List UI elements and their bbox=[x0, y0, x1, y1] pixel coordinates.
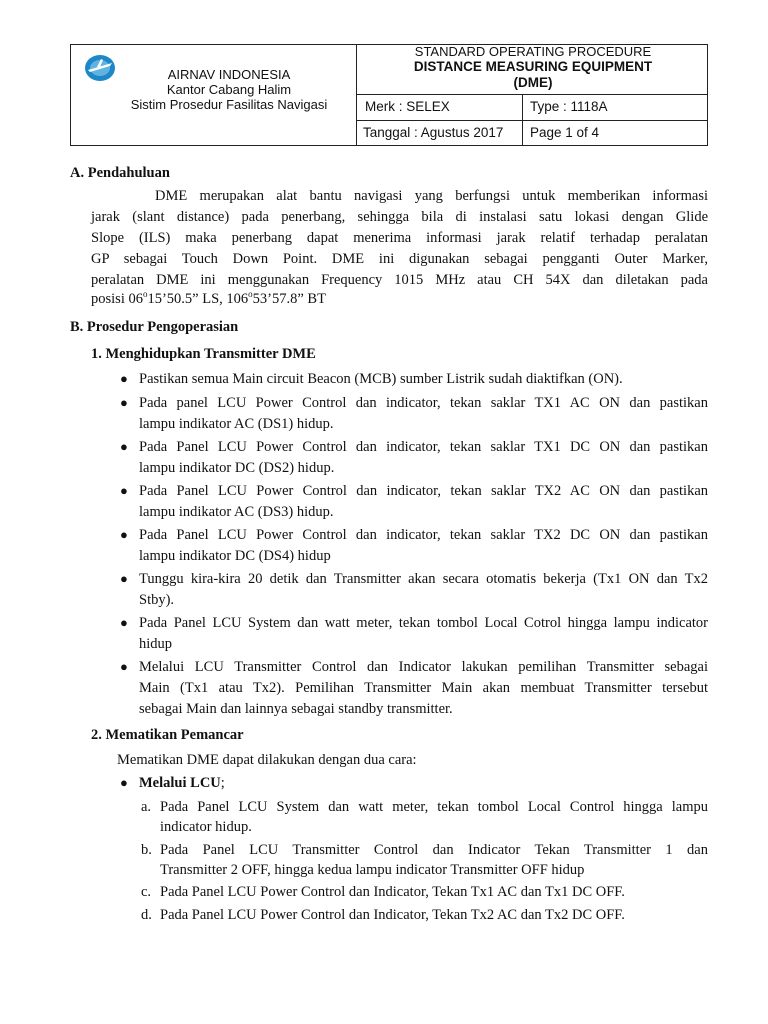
bullet-step-line: Melalui LCU Transmitter Control dan Indicator lakukan pemilihan Transmitter sebagai bbox=[139, 659, 708, 675]
bullet-step-line: lampu indikator AC (DS3) hidup. bbox=[139, 504, 334, 520]
bullet-step-line: Tunggu kira-kira 20 detik dan Transmitter akan secara otomatis bekerja (Tx1 ON dan Tx2 bbox=[139, 571, 708, 587]
coord-part: 15’50.5” LS, 106 bbox=[147, 291, 249, 307]
subsection-2-intro: Mematikan DME dapat dilakukan dengan dua cara: bbox=[117, 752, 417, 768]
coord-part: 53’57.8” BT bbox=[252, 291, 326, 307]
type-cell: Type : 1118A bbox=[530, 99, 608, 114]
shutdown-step-line: Pada Panel LCU System dan watt meter, tekan tombol Local Control hingga lampu bbox=[160, 799, 708, 815]
title-line-1: DISTANCE MEASURING EQUIPMENT bbox=[413, 59, 653, 74]
lcu-method-bold: Melalui LCU bbox=[139, 775, 221, 791]
organization-block bbox=[101, 67, 357, 112]
coordinate-line bbox=[91, 287, 326, 311]
lcu-method-label bbox=[139, 773, 225, 793]
bullet-step-line: Pada Panel LCU Power Control dan indicator, tekan saklar TX1 DC ON dan pastikan bbox=[139, 439, 708, 455]
shutdown-step-line: indicator hidup. bbox=[160, 819, 252, 835]
shutdown-step-line: Pada Panel LCU Transmitter Control dan Indicator Tekan Transmitter 1 dan bbox=[160, 842, 708, 858]
bullet-dot: ● bbox=[120, 439, 128, 454]
org-name: AIRNAV INDONESIA bbox=[167, 67, 291, 82]
header-divider bbox=[357, 94, 708, 95]
bullet-dot: ● bbox=[120, 395, 128, 410]
degree-sup: o bbox=[248, 289, 253, 300]
shutdown-step-line: Transmitter 2 OFF, hingga kedua lampu indicator Transmitter OFF hidup bbox=[160, 862, 585, 878]
bullet-step-line: Pada panel LCU Power Control dan indicator, tekan saklar TX1 AC ON dan pastikan bbox=[139, 395, 708, 411]
bullet-step-line: Pada Panel LCU Power Control dan indicator, tekan saklar TX2 DC ON dan pastikan bbox=[139, 527, 708, 543]
bullet-step-line: Pada Panel LCU System dan watt meter, tekan tombol Local Cotrol hingga lampu indicator bbox=[139, 615, 708, 631]
bullet-dot: ● bbox=[120, 483, 128, 498]
step-letter: d. bbox=[141, 907, 152, 923]
date-cell: Tanggal : Agustus 2017 bbox=[363, 125, 504, 140]
bullet-step-line: Stby). bbox=[139, 592, 175, 608]
step-letter: c. bbox=[141, 884, 152, 900]
step-letter: b. bbox=[141, 842, 152, 858]
header-divider bbox=[522, 94, 523, 145]
bullet-step-line: Pastikan semua Main circuit Beacon (MCB) sumber Listrik sudah diaktifkan (ON). bbox=[139, 371, 623, 387]
office-name: Kantor Cabang Halim bbox=[166, 82, 292, 97]
bullet-dot: ● bbox=[120, 775, 128, 790]
paragraph-line: peralatan DME ini menggunakan Frequency 1015 MHz atau CH 54X dan diletakan pada bbox=[91, 272, 708, 288]
bullet-dot: ● bbox=[120, 615, 128, 630]
bullet-dot: ● bbox=[120, 371, 128, 386]
bullet-step-line: lampu indikator AC (DS1) hidup. bbox=[139, 416, 334, 432]
sop-label: STANDARD OPERATING PROCEDURE bbox=[414, 44, 652, 59]
subsection-1-heading: 1. Menghidupkan Transmitter DME bbox=[91, 346, 316, 362]
merk-cell: Merk : SELEX bbox=[365, 99, 450, 114]
paragraph-line: GP sebagai Touch Down Point. DME ini digunakan sebagai pengganti Outer Marker, bbox=[91, 251, 708, 267]
bullet-dot: ● bbox=[120, 659, 128, 674]
bullet-step-line: sebagai Main dan lainnya sebagai standby transmitter. bbox=[139, 701, 453, 717]
step-letter: a. bbox=[141, 799, 152, 815]
bullet-step-line: Main (Tx1 atau Tx2). Pemilihan Transmitter Main akan membuat Transmitter tersebut bbox=[139, 680, 708, 696]
paragraph-line: jarak (slant distance) pada penerbang, sehingga bila di instalasi satu lokasi dengan Glide bbox=[91, 209, 708, 225]
paragraph-line: DME merupakan alat bantu navigasi yang berfungsi untuk memberikan informasi bbox=[155, 188, 708, 204]
bullet-step-line: hidup bbox=[139, 636, 173, 652]
section-a-heading: A. Pendahuluan bbox=[70, 165, 170, 181]
system-name: Sistim Prosedur Fasilitas Navigasi bbox=[130, 97, 328, 112]
bullet-dot: ● bbox=[120, 527, 128, 542]
shutdown-step-line: Pada Panel LCU Power Control dan Indicator, Tekan Tx1 AC dan Tx1 DC OFF. bbox=[160, 884, 625, 900]
paragraph-line: Slope (ILS) maka penerbang dapat menerima informasi jarak relatif terhadap peralatan bbox=[91, 230, 708, 246]
section-b-heading: B. Prosedur Pengoperasian bbox=[70, 319, 239, 335]
bullet-step-line: lampu indikator DC (DS2) hidup. bbox=[139, 460, 335, 476]
shutdown-step-line: Pada Panel LCU Power Control dan Indicator, Tekan Tx2 AC dan Tx2 DC OFF. bbox=[160, 907, 625, 923]
header-divider bbox=[357, 120, 708, 121]
coord-part: posisi 06 bbox=[91, 291, 143, 307]
lcu-method-punct: ; bbox=[220, 775, 225, 791]
document-title bbox=[358, 59, 708, 91]
page-number-cell: Page 1 of 4 bbox=[530, 125, 600, 140]
sop-header-table bbox=[70, 44, 708, 146]
bullet-dot: ● bbox=[120, 571, 128, 586]
degree-sup: o bbox=[142, 289, 148, 300]
bullet-step-line: lampu indikator DC (DS4) hidup bbox=[139, 548, 331, 564]
bullet-step-line: Pada Panel LCU Power Control dan indicator, tekan saklar TX2 AC ON dan pastikan bbox=[139, 483, 708, 499]
subsection-2-heading: 2. Mematikan Pemancar bbox=[91, 727, 244, 743]
title-line-2: (DME) bbox=[513, 75, 553, 90]
